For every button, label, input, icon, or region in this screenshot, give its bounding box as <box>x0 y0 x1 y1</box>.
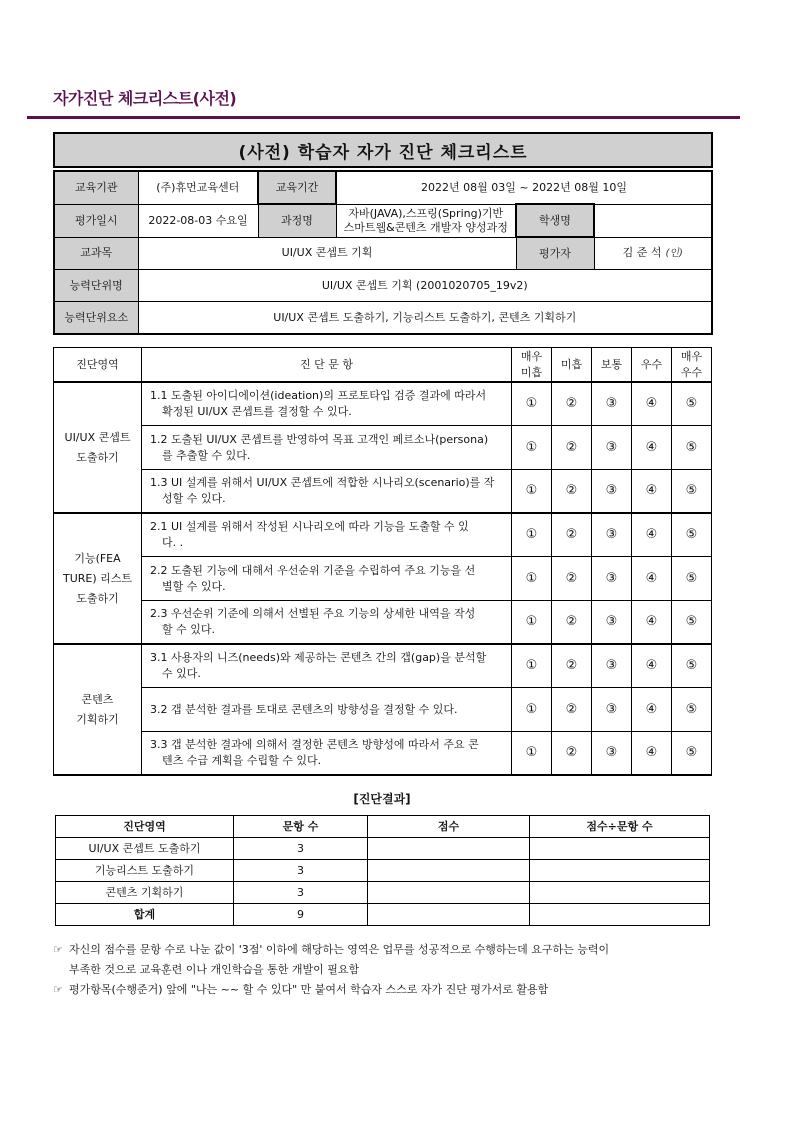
rating-option-4[interactable]: ④ <box>632 601 672 645</box>
result-table <box>55 815 710 926</box>
checklist-item-row <box>54 382 712 426</box>
question-line-1: 2.1 UI 설계를 위해서 작성된 시나리오에 따라 기능을 도출할 수 있 <box>150 520 469 533</box>
rating-option-3[interactable]: ③ <box>592 513 632 557</box>
result-score[interactable] <box>368 838 530 860</box>
rating-option-1[interactable]: ① <box>512 644 552 688</box>
rating-option-5[interactable]: ⑤ <box>672 513 712 557</box>
rating-option-5[interactable]: ⑤ <box>672 644 712 688</box>
note-2 <box>53 980 713 1000</box>
note-2-text: 평가항목(수행준거) 앞에 "나는 ~~ 할 수 있다" 만 붙여서 학습자 스스로 자가 진단 평가서로 활용함 <box>69 983 549 996</box>
question-line-2: 텐츠 수급 계획을 수립할 수 있다. <box>162 754 322 767</box>
scale-average: 보통 <box>592 348 632 383</box>
page-heading: 자가진단 체크리스트(사전) <box>53 89 237 108</box>
result-header <box>56 816 710 838</box>
rating-option-3[interactable]: ③ <box>592 557 632 601</box>
rating-option-5[interactable]: ⑤ <box>672 732 712 776</box>
rating-option-3[interactable]: ③ <box>592 601 632 645</box>
rating-option-4[interactable]: ④ <box>632 557 672 601</box>
diagnostic-area <box>54 644 142 775</box>
course-label: 과정명 <box>258 204 336 237</box>
question-line-1: 2.3 우선순위 기준에 의해서 선별된 주요 기능의 상세한 내역을 작성 <box>150 607 476 620</box>
rating-option-5[interactable]: ⑤ <box>672 601 712 645</box>
pointing-hand-icon: ☞ <box>53 943 63 956</box>
diagnostic-area-line: 기획하기 <box>76 712 119 726</box>
rating-option-5[interactable]: ⑤ <box>672 688 712 732</box>
checklist-item-row <box>54 644 712 688</box>
rating-option-2[interactable]: ② <box>552 732 592 776</box>
question-line-2: 다. . <box>162 536 184 549</box>
element-value: UI/UX 콘셉트 도출하기, 기능리스트 도출하기, 콘텐츠 기획하기 <box>138 302 712 335</box>
question-text <box>142 732 512 776</box>
rating-option-1[interactable]: ① <box>512 688 552 732</box>
question-text <box>142 470 512 514</box>
scale-excellent: 매우 우수 <box>672 348 712 383</box>
rating-option-2[interactable]: ② <box>552 601 592 645</box>
rating-option-2[interactable]: ② <box>552 426 592 470</box>
result-total-avg[interactable] <box>530 904 710 926</box>
subject-value: UI/UX 콘셉트 기획 <box>138 237 516 270</box>
scale-very-poor: 매우 미흡 <box>512 348 552 383</box>
question-line-1: 1.2 도출된 UI/UX 콘셉트를 반영하여 목표 고객인 페르소나(persona) <box>150 432 489 446</box>
rating-option-1[interactable]: ① <box>512 557 552 601</box>
rating-option-3[interactable]: ③ <box>592 732 632 776</box>
result-area-header: 진단영역 <box>56 816 234 838</box>
element-label: 능력단위요소 <box>54 302 138 335</box>
rating-option-3[interactable]: ③ <box>592 470 632 514</box>
result-score-header: 점수 <box>368 816 530 838</box>
unit-label: 능력단위명 <box>54 270 138 302</box>
diagnostic-area-line: 기능(FEA <box>74 551 121 565</box>
rating-option-4[interactable]: ④ <box>632 470 672 514</box>
student-value[interactable] <box>594 204 712 237</box>
checklist-item-row <box>54 557 712 601</box>
scale-good: 우수 <box>632 348 672 383</box>
checklist-item-row <box>54 688 712 732</box>
rating-option-2[interactable]: ② <box>552 470 592 514</box>
checklist-item-row <box>54 601 712 645</box>
result-score[interactable] <box>368 882 530 904</box>
question-line-1: 3.2 갭 분석한 결과를 토대로 콘텐츠의 방향성을 결정할 수 있다. <box>150 702 458 716</box>
diagnostic-area <box>54 382 142 513</box>
question-text <box>142 644 512 688</box>
rating-option-5[interactable]: ⑤ <box>672 470 712 514</box>
rating-option-5[interactable]: ⑤ <box>672 426 712 470</box>
result-row <box>56 860 710 882</box>
course-line-1: 자바(JAVA),스프링(Spring)기반 <box>348 206 504 220</box>
question-line-2: 수 있다. <box>162 667 201 680</box>
course-value <box>336 204 516 237</box>
rating-option-2[interactable]: ② <box>552 644 592 688</box>
rating-option-2[interactable]: ② <box>552 382 592 426</box>
rating-option-4[interactable]: ④ <box>632 732 672 776</box>
result-avg[interactable] <box>530 882 710 904</box>
question-line-1: 1.3 UI 설계를 위해서 UI/UX 콘셉트에 적합한 시나리오(scenario)를 작 <box>150 476 495 489</box>
question-text <box>142 601 512 645</box>
question-line-2: 성할 수 있다. <box>162 492 226 505</box>
rating-option-4[interactable]: ④ <box>632 382 672 426</box>
note-1 <box>53 940 713 980</box>
institution-label: 교육기관 <box>54 171 138 204</box>
unit-value: UI/UX 콘셉트 기획 (2001020705_19v2) <box>138 270 712 302</box>
rating-option-3[interactable]: ③ <box>592 382 632 426</box>
question-line-2: 별할 수 있다. <box>162 579 226 593</box>
eval-date-label: 평가일시 <box>54 204 138 237</box>
pointing-hand-icon: ☞ <box>53 983 63 996</box>
result-avg-header: 점수÷문항 수 <box>530 816 710 838</box>
result-area: 기능리스트 도출하기 <box>56 860 234 882</box>
heading-divider <box>27 116 740 119</box>
question-text <box>142 513 512 557</box>
question-text <box>142 688 512 732</box>
period-label: 교육기간 <box>258 171 336 204</box>
diagnostic-area-line: 도출하기 <box>76 450 119 464</box>
checklist-header <box>54 348 712 383</box>
rating-option-1[interactable]: ① <box>512 601 552 645</box>
rating-option-5[interactable]: ⑤ <box>672 557 712 601</box>
area-header: 진단영역 <box>54 348 142 383</box>
rating-option-1[interactable]: ① <box>512 470 552 514</box>
result-total-row <box>56 904 710 926</box>
result-score[interactable] <box>368 860 530 882</box>
rating-option-2[interactable]: ② <box>552 513 592 557</box>
subject-label: 교과목 <box>54 237 138 270</box>
rating-option-3[interactable]: ③ <box>592 644 632 688</box>
diagnostic-area-line: TURE) 리스트 <box>62 571 133 585</box>
rating-option-1[interactable]: ① <box>512 426 552 470</box>
result-total-label: 합계 <box>56 904 234 926</box>
note-1-line-1: 자신의 점수를 문항 수로 나눈 값이 '3점' 이하에 해당하는 영역은 업무를 성공적으로 수행하는데 요구하는 능력이 <box>69 943 610 956</box>
result-count: 3 <box>234 860 368 882</box>
rating-option-1[interactable]: ① <box>512 513 552 557</box>
note-1-line-2: 부족한 것으로 교육훈련 이나 개인학습을 통한 개발이 필요함 <box>69 963 360 976</box>
scale-poor: 미흡 <box>552 348 592 383</box>
rating-option-2[interactable]: ② <box>552 688 592 732</box>
result-avg[interactable] <box>530 860 710 882</box>
eval-date-value: 2022-08-03 수요일 <box>138 204 258 237</box>
period-value: 2022년 08월 03일 ~ 2022년 08월 10일 <box>336 171 712 204</box>
question-text <box>142 382 512 426</box>
checklist-item-row <box>54 426 712 470</box>
evaluator-label: 평가자 <box>516 237 594 270</box>
diagnostic-area <box>54 513 142 644</box>
evaluator-name: 김 준 석 <box>622 245 662 259</box>
question-line-2: 확정된 UI/UX 콘셉트를 결정할 수 있다. <box>162 405 352 418</box>
question-line-1: 3.3 갭 분석한 결과에 의해서 결정한 콘텐츠 방향성에 따라서 주요 콘 <box>150 738 479 751</box>
rating-option-4[interactable]: ④ <box>632 644 672 688</box>
result-row <box>56 882 710 904</box>
rating-option-4[interactable]: ④ <box>632 513 672 557</box>
result-title: [진단결과] <box>353 792 411 806</box>
question-line-1: 1.1 도출된 아이디에이션(ideation)의 프로토타입 검증 결과에 따라서 <box>150 389 487 402</box>
question-line-2: 를 추출할 수 있다. <box>162 448 251 462</box>
result-count: 3 <box>234 838 368 860</box>
checklist-title: (사전) 학습자 자가 진단 체크리스트 <box>53 132 713 168</box>
question-line-2: 할 수 있다. <box>162 623 215 636</box>
diagnostic-area-line: 도출하기 <box>76 591 119 605</box>
student-label: 학생명 <box>516 204 594 237</box>
rating-option-3[interactable]: ③ <box>592 688 632 732</box>
checklist-item-row <box>54 470 712 514</box>
question-text <box>142 426 512 470</box>
signature: (인) <box>665 247 683 259</box>
result-avg[interactable] <box>530 838 710 860</box>
institution-value: (주)휴먼교육센터 <box>138 171 258 204</box>
checklist-item-row <box>54 513 712 557</box>
question-text <box>142 557 512 601</box>
result-total-score[interactable] <box>368 904 530 926</box>
result-row <box>56 838 710 860</box>
course-line-2: 스마트웹&콘텐츠 개발자 양성과정 <box>343 220 508 234</box>
checklist-table <box>53 347 712 776</box>
diagnostic-area-line: UI/UX 콘셉트 <box>64 430 131 444</box>
rating-option-5[interactable]: ⑤ <box>672 382 712 426</box>
rating-option-2[interactable]: ② <box>552 557 592 601</box>
result-area: 콘텐츠 기획하기 <box>56 882 234 904</box>
info-table <box>53 170 713 335</box>
checklist-item-row <box>54 732 712 776</box>
rating-option-4[interactable]: ④ <box>632 426 672 470</box>
result-area: UI/UX 콘셉트 도출하기 <box>56 838 234 860</box>
evaluator-value <box>594 237 712 270</box>
rating-option-4[interactable]: ④ <box>632 688 672 732</box>
rating-option-1[interactable]: ① <box>512 732 552 776</box>
question-line-1: 2.2 도출된 기능에 대해서 우선순위 기준을 수립하여 주요 기능을 선 <box>150 563 476 577</box>
rating-option-3[interactable]: ③ <box>592 426 632 470</box>
result-total-count: 9 <box>234 904 368 926</box>
question-header: 진 단 문 항 <box>142 348 512 383</box>
diagnostic-area-line: 콘텐츠 <box>81 692 114 706</box>
rating-option-1[interactable]: ① <box>512 382 552 426</box>
result-count: 3 <box>234 882 368 904</box>
question-line-1: 3.1 사용자의 니즈(needs)와 제공하는 콘텐츠 간의 갭(gap)을 분석할 <box>150 651 487 664</box>
result-count-header: 문항 수 <box>234 816 368 838</box>
